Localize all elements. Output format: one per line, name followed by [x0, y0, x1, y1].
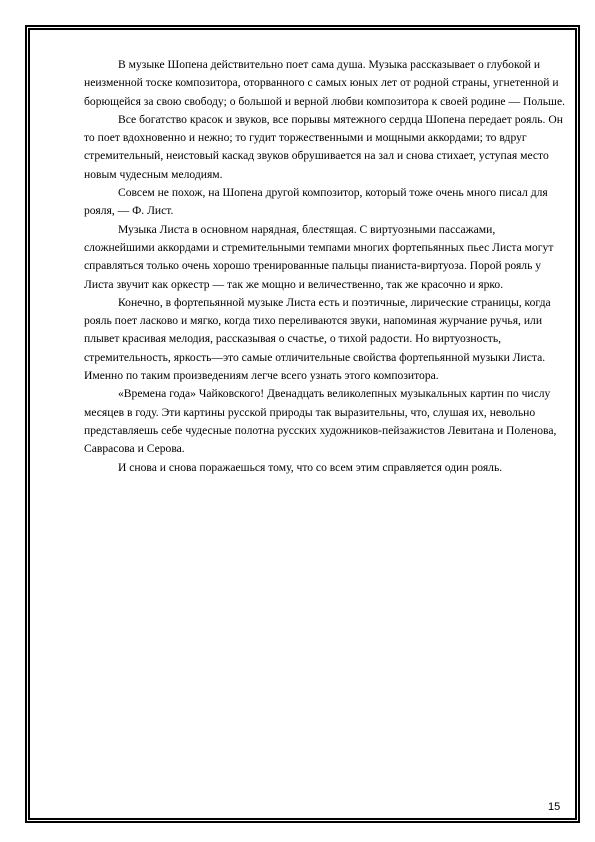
paragraph-liszt-lyrical: Конечно, в фортепьянной музыке Листа есть и поэтичные, лирические страницы, когда рояль поет ласково и мягко, когда тихо переливаются звуки, напоминая журчание ручья, или плывет красивая мелодия, рассказывая о счастье, о тихой радости. Но виртуозность, стремительность, яркость—это самые отличительные свойства фортепьянной музыки Листа. Именно по таким произведениям легче всего узнать этого композитора.: [84, 295, 551, 383]
page-number: 15: [548, 801, 561, 813]
paragraph-chopin-soul: В музыке Шопена действительно поет сама душа. Музыка рассказывает о глубокой и неизменной тоске композитора, оторванного с самых юных лет от родной страны, угнетенной и борющейся за свою свободу; о большой и верной любви композитора к своей родине — Польше.: [84, 58, 566, 108]
paragraph-liszt-intro: Совсем не похож, на Шопена другой композитор, который тоже очень много писал для рояля, — Ф. Лист.: [84, 186, 548, 218]
paragraph-liszt-virtuoso: Музыка Листа в основном нарядная, блестящая. С виртуозными пассажами, сложнейшими аккордами и стремительными темпами многих фортепьянных пьес Листа могут справляться только очень хорошо тренированные пальцы пианиста-виртуоза. Порой рояль у Листа звучит как оркестр — так же мощно и величественно, так же красочно и ярко.: [84, 222, 554, 291]
paragraph-conclusion: И снова и снова поражаешься тому, что со всем этим справляется один рояль.: [118, 460, 503, 474]
document-body: [84, 56, 566, 477]
paragraph-chopin-piano: Все богатство красок и звуков, все порывы мятежного сердца Шопена передает рояль. Он то поет вдохновенно и нежно; то гудит торжественными и мощными аккордами; то вдруг стремительный, неистовый каскад звуков обрушивается на зал и снова стихает, уступая место новым чудесным мелодиям.: [84, 112, 563, 181]
paragraph-tchaikovsky-seasons: «Времена года» Чайковского! Двенадцать великолепных музыкальных картин по числу месяцев в году. Эти картины русской природы так выразительны, что, слушая их, невольно представляешь себе чудесные полотна русских художников-пейзажистов Левитана и Поленова, Саврасова и Серова.: [84, 387, 557, 456]
